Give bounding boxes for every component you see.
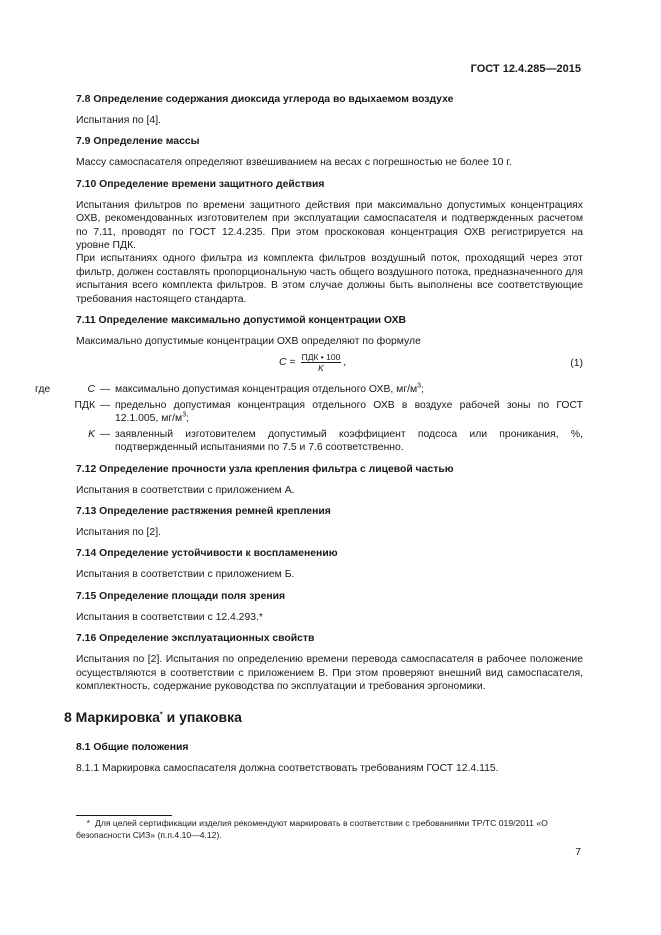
page-number: 7 (575, 847, 581, 858)
formula-number: (1) (570, 358, 583, 370)
section-heading-7-15: 7.15 Определение площади поля зрения (76, 590, 286, 602)
formula-fraction (301, 352, 342, 373)
definition-dash: — (99, 399, 111, 411)
section-text-7-8: Испытания по [4]. (76, 115, 161, 126)
definition-text: заявленный изготовителем допустимый коэффициент подсоса или проникания, %, подтвержденный испытаниями по 7.5 и 7.6 соответственно. (115, 428, 583, 454)
formula-numerator: ПДК • 100 (301, 352, 341, 363)
formula-definitions (35, 383, 583, 454)
section-heading-7-10: 7.10 Определение времени защитного действия (76, 178, 325, 190)
formula-equals: = (289, 357, 296, 369)
footnote-mark: * (86, 818, 90, 828)
section-text-7-16: Испытания по [2]. Испытания по определению времени перевода самоспасателя в рабочее положение осуществляются в соответствии с приложением В. При этом проверяют внешний вид самоспасателя, комплектность, содержание руководства по эксплуатации и требования эргономики. (76, 654, 583, 692)
where-label: где (35, 384, 51, 396)
section-heading-7-14: 7.14 Определение устойчивости к воспламенению (76, 548, 338, 560)
definition-row (35, 383, 583, 396)
definition-row (35, 399, 583, 426)
section-text-7-9: Массу самоспасателя определяют взвешиванием на весах с погрешностью не более 10 г. (76, 157, 512, 169)
formula-denominator: K (318, 363, 324, 374)
chapter-heading-8: 8 Маркировка* и упаковка (64, 709, 242, 726)
section-text-7-10-b: При испытаниях одного фильтра из комплекта фильтров воздушный поток, проходящий через этот фильтр, должен составлять пропорциональную часть общего воздушного потока, предназначенного для испытания всего комплекта фильтров. В этом случае должны быть выполнены все соответствующие требования настоящего стандарта. (76, 253, 583, 305)
definition-dash: — (99, 428, 111, 440)
definition-symbol: K (88, 428, 95, 440)
page-content (35, 93, 583, 783)
section-heading-7-11: 7.11 Определение максимально допустимой концентрации ОХВ (76, 315, 407, 327)
definition-symbol: ПДК (74, 399, 95, 411)
section-heading-7-16: 7.16 Определение эксплуатационных свойств (76, 633, 315, 645)
section-text-7-11: Максимально допустимые концентрации ОХВ определяют по формуле (76, 336, 421, 348)
formula-expression (279, 352, 346, 373)
definition-row (35, 428, 583, 455)
section-heading-7-9: 7.9 Определение массы (76, 136, 200, 148)
footnote (76, 818, 583, 841)
section-text-7-15: Испытания в соответствии с 12.4.293.* (76, 611, 263, 623)
section-text-7-13: Испытания по [2]. (76, 526, 161, 538)
footnote-divider (76, 815, 172, 816)
section-text-7-14: Испытания в соответствии с приложением Б. (76, 569, 295, 581)
section-body-7-10 (76, 199, 583, 306)
definition-text: предельно допустимая концентрация отдельного ОХВ в воздухе рабочей зоны по ГОСТ 12.1.005, $мг/м^3$; (115, 399, 583, 425)
section-text-7-12: Испытания в соответствии с приложением А. (76, 484, 295, 496)
formula-comma: , (343, 357, 347, 369)
formula-1 (76, 352, 583, 376)
definition-text: максимально допустимая концентрация отдельного ОХВ, $мг/м^3$; (115, 383, 424, 396)
definition-dash: — (99, 384, 111, 396)
formula-lhs: C (279, 357, 287, 369)
section-text-8-1-1: 8.1.1 Маркировка самоспасателя должна соответствовать требованиям ГОСТ 12.4.115. (76, 762, 499, 774)
section-heading-7-12: 7.12 Определение прочности узла крепления фильтра с лицевой частью (76, 463, 454, 475)
section-text-7-10-a: Испытания фильтров по времени защитного действия при максимально допустимых концентрациях ОХВ, рекомендованных изготовителем при эксплуатации самоспасателя и подтвержденных расчетом по 7.11, проводят по ГОСТ 12.4.235. При этом проскоковая концентрация ОХВ регистрируется на уровне ПДК. (76, 199, 583, 252)
definition-symbol: C (87, 384, 95, 396)
footnote-text: Для целей сертификации изделия рекомендуют маркировать в соответствии с требованиями ТР/ТС 019/2011 «О безопасности СИЗ» (п.п.4.10—4.12). (76, 818, 548, 840)
standard-header: ГОСТ 12.4.285—2015 (470, 63, 581, 75)
section-heading-7-8: 7.8 Определение содержания диоксида углерода во вдыхаемом воздухе (76, 94, 454, 105)
section-heading-7-13: 7.13 Определение растяжения ремней крепления (76, 505, 331, 517)
section-heading-8-1: 8.1 Общие положения (76, 741, 189, 753)
